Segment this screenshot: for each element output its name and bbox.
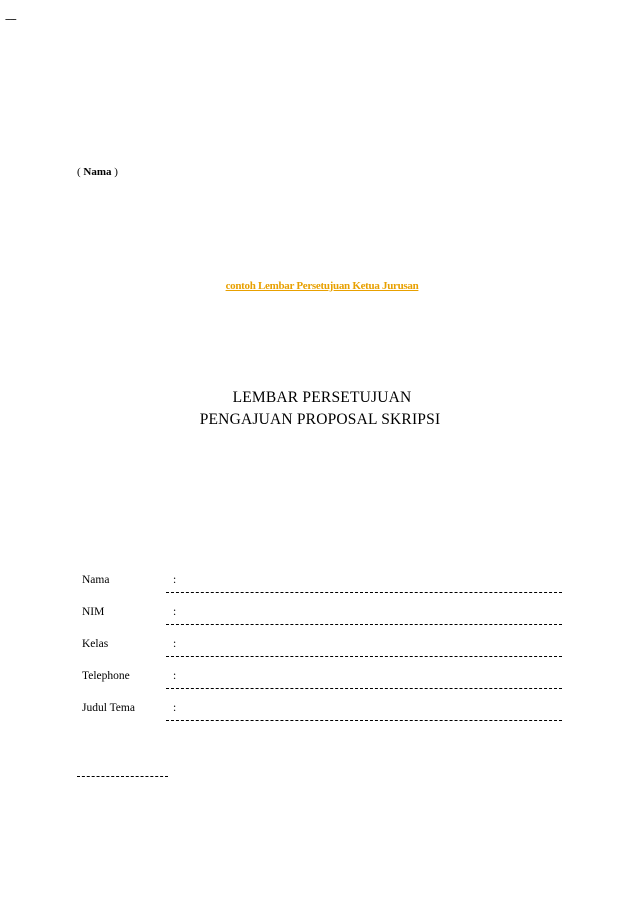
signer-name-placeholder [77, 166, 118, 178]
field-label-judul-tema: Judul Tema [82, 702, 135, 714]
form-row-nama [82, 574, 562, 594]
field-label-telephone: Telephone [82, 670, 130, 682]
field-label-kelas: Kelas [82, 638, 109, 650]
field-label-nama: Nama [82, 574, 110, 586]
form-row-nim [82, 606, 562, 626]
field-input-line-telephone[interactable] [166, 688, 562, 689]
form-row-judul-tema [82, 702, 562, 722]
field-input-line-nama[interactable] [166, 592, 562, 593]
title-line-1: LEMBAR PERSETUJUAN [232, 389, 412, 406]
signer-name: Nama [83, 166, 112, 178]
signer-open-paren: ( [77, 166, 84, 178]
example-link-container [0, 276, 638, 294]
field-colon: : [173, 702, 177, 714]
field-colon: : [173, 670, 177, 682]
field-colon: : [173, 606, 177, 618]
field-input-line-judul-tema[interactable] [166, 720, 562, 721]
top-dash-mark: ---- [5, 13, 16, 25]
field-label-nim: NIM [82, 606, 105, 618]
signer-close-paren: ) [111, 166, 118, 178]
document-title [0, 387, 638, 431]
title-line-2: PENGAJUAN PROPOSAL SKRIPSI [199, 411, 441, 428]
field-colon: : [173, 638, 177, 650]
field-input-line-nim[interactable] [166, 624, 562, 625]
form-row-telephone [82, 670, 562, 690]
form-row-kelas [82, 638, 562, 658]
signature-line [77, 776, 168, 777]
example-approval-link[interactable]: contoh Lembar Persetujuan Ketua Jurusan [225, 280, 419, 292]
field-input-line-kelas[interactable] [166, 656, 562, 657]
field-colon: : [173, 574, 177, 586]
